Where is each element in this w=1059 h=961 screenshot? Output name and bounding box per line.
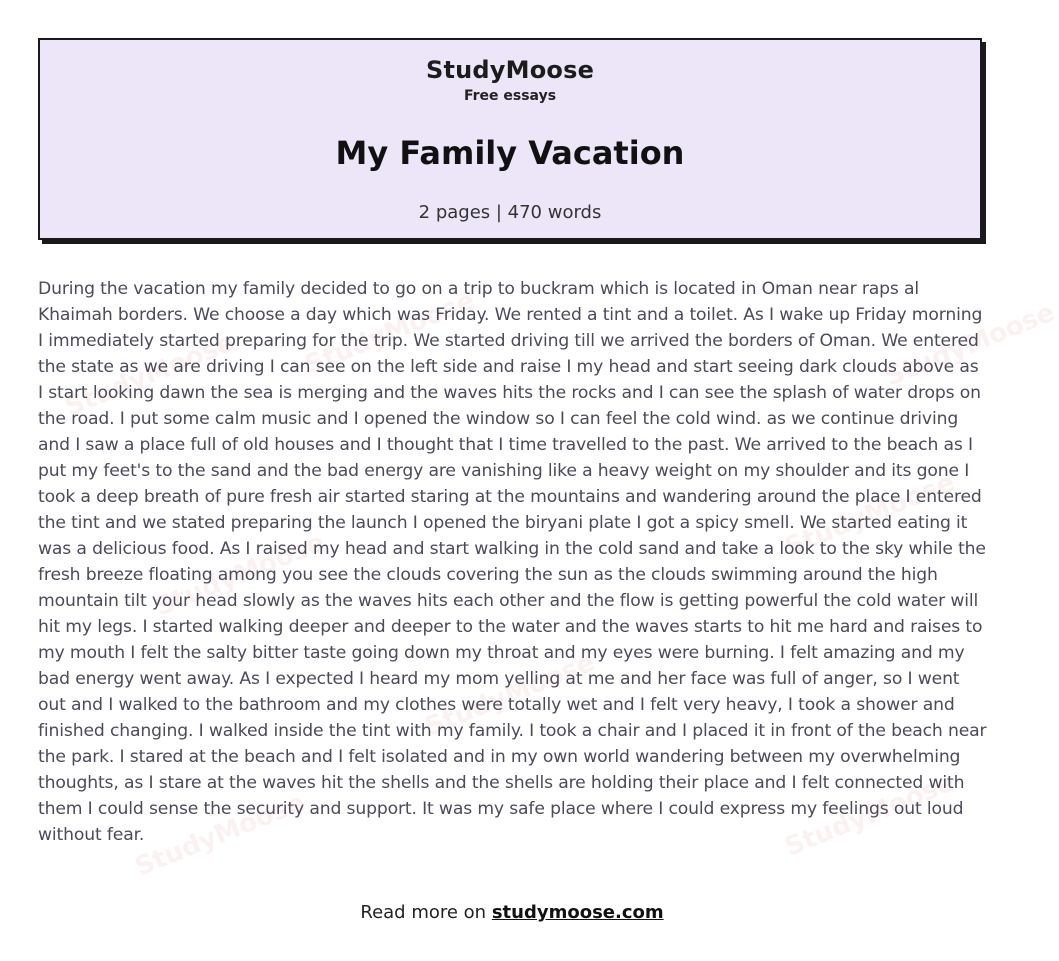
watermark: StudyMoose [780, 767, 960, 863]
essay-body: During the vacation my family decided to go on a trip to buckram which is located in Oman near raps al Khaimah borders. We choose a day which was Friday. We rented a tint and a toilet. As I wake up Friday morning I immediately started preparing for the trip. We started driving till we arrived the borders of Oman. We entered the state as we are driving I can see on the left side and raise I my head and start seeing dark clouds above as I start looking dawn the sea is merging and the waves hits the rocks and I can see the splash of water drops on the road. I put some calm music and I opened the window so I can feel the cold wind. as we continue driving and I saw a place full of old houses and I thought that I time travelled to the past. We arrived to the beach as I put my feet's to the sand and the bad energy are vanishing like a heavy weight on my shoulder and its gone I took a deep breath of pure fresh air started staring at the mountains and wandering around the place I entered the tint and we stated preparing the launch I opened the biryani plate I got a spicy smell. We started eating it was a delicious food. As I raised my head and start walking in the cold sand and take a look to the sky while the fresh breeze floating among you see the clouds covering the sun as the clouds swimming around the high mountain tilt your head slowly as the waves hits each other and the flow is getting powerful the cold water will hit my legs. I started walking deeper and deeper to the water and the waves starts to hit me hard and raises to my mouth I felt the salty bitter taste going down my throat and my eyes were burning. I felt amazing and my bad energy went away. As I expected I heard my mom yelling at me and her face was full of anger, so I went out and I walked to the bathroom and my clothes were totally wet and I felt very heavy, I took a shower and finished changing. I walked inside the tint with my family. I took a chair and I placed it in front of the beach near the park. I stared at the beach and I felt isolated and in my own world wandering between my overwhelming thoughts, as I stare at the waves hit the shells and the shells are holding their place and I felt connected with them I could sense the security and support. It was my safe place where I could express my feelings out loud without fear. [38, 279, 987, 845]
watermark: StudyMoose [420, 647, 600, 743]
watermark: StudyMoose [150, 527, 330, 623]
watermark: StudyMoose [780, 467, 960, 563]
essay-header-card [38, 38, 982, 240]
read-more [0, 902, 1024, 923]
studymoose-link[interactable]: studymoose.com [491, 902, 664, 923]
read-more-prefix: Read more on [360, 902, 492, 923]
essay-meta: 2 pages | 470 words [418, 202, 602, 223]
watermark: StudyMoose [300, 285, 480, 381]
brand-logo[interactable]: StudyMoose [425, 56, 595, 84]
brand-tagline: Free essays [463, 88, 557, 104]
watermark: StudyMoose [60, 327, 240, 423]
watermark: StudyMoose [880, 297, 1059, 393]
essay-title: My Family Vacation [335, 134, 685, 172]
watermark: StudyMoose [130, 787, 310, 883]
